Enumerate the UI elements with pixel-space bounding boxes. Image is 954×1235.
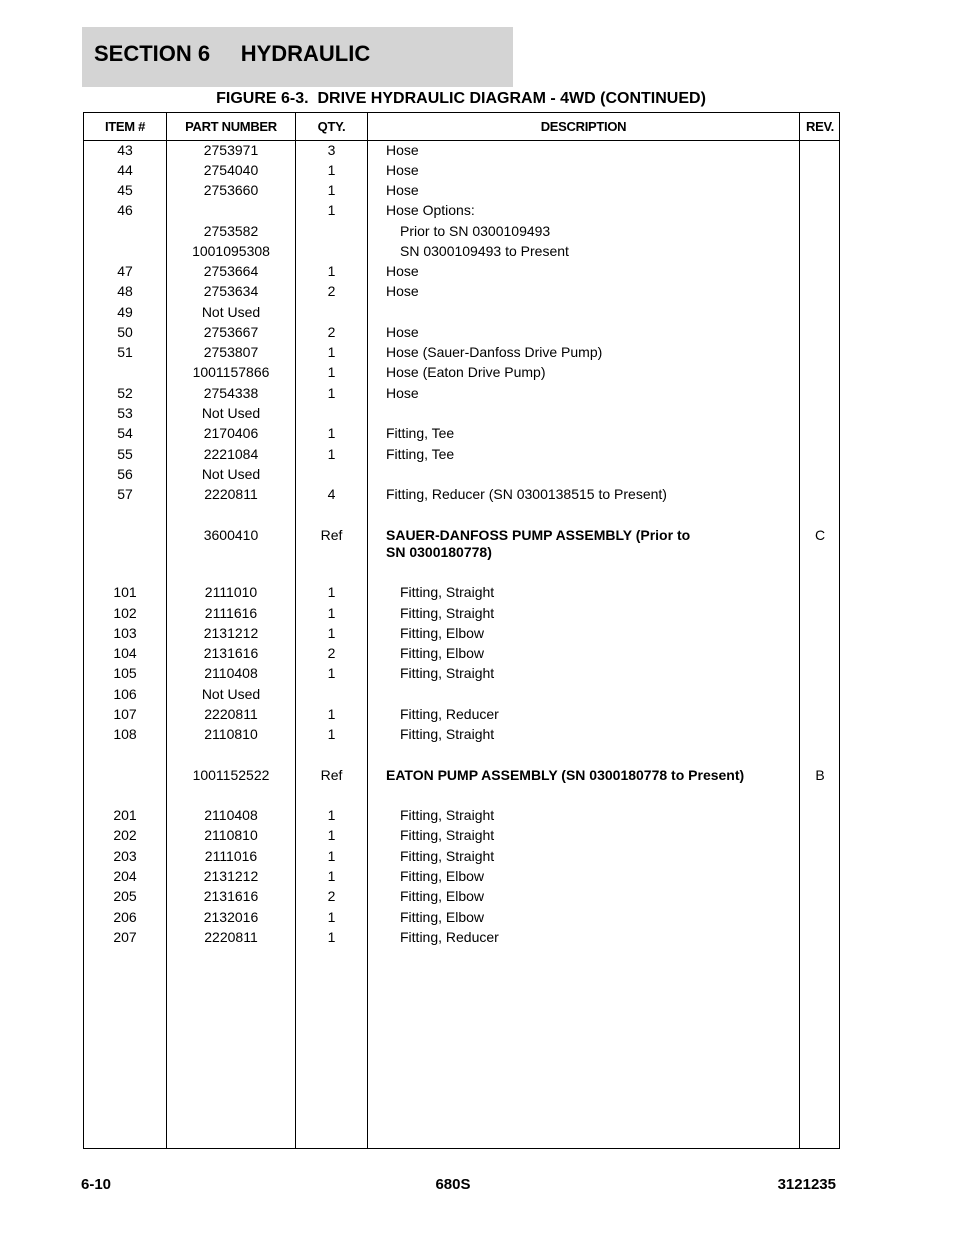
part-number: 1001095308: [192, 243, 270, 259]
item-number: 207: [113, 929, 137, 945]
part-number: Not Used: [201, 304, 261, 320]
item-number: 46: [117, 202, 133, 218]
quantity: 1: [327, 909, 336, 925]
description: Fitting, Elbow: [400, 888, 485, 904]
part-number: 2753660: [203, 182, 259, 198]
parts-table: [83, 112, 840, 1149]
item-number: 43: [117, 142, 133, 158]
part-number: 2111616: [204, 605, 258, 621]
part-number: 2110810: [204, 726, 258, 742]
description: Prior to SN 0300109493: [400, 223, 551, 239]
part-number: 2110810: [204, 827, 258, 843]
description: Hose (Eaton Drive Pump): [386, 364, 546, 380]
table-body: [84, 113, 839, 1148]
description: Fitting, Reducer (SN 0300138515 to Present): [386, 486, 667, 502]
description: Fitting, Straight: [400, 848, 495, 864]
quantity: 1: [327, 385, 336, 401]
description: Fitting, Elbow: [400, 868, 485, 884]
item-number: 55: [117, 446, 133, 462]
header-qty: QTY.: [317, 119, 346, 134]
quantity: 1: [327, 425, 336, 441]
part-number: 2131616: [203, 645, 259, 661]
description: Fitting, Elbow: [400, 909, 485, 925]
quantity: 2: [327, 283, 336, 299]
description: Fitting, Straight: [400, 665, 495, 681]
item-number: 53: [117, 405, 133, 421]
item-number: 107: [113, 706, 137, 722]
item-number: 47: [117, 263, 133, 279]
page-number: 6-10: [81, 1176, 112, 1193]
revision: B: [815, 767, 825, 783]
quantity: 1: [327, 625, 336, 641]
item-number: 102: [113, 605, 137, 621]
item-number: 106: [113, 686, 137, 702]
part-number: 2753971: [203, 142, 259, 158]
section-title: SECTION 6 HYDRAULIC: [94, 41, 371, 66]
item-number: 205: [113, 888, 137, 904]
quantity: 1: [327, 868, 336, 884]
quantity: 1: [327, 182, 336, 198]
item-number: 103: [113, 625, 137, 641]
item-number: 201: [113, 807, 137, 823]
description: SAUER-DANFOSS PUMP ASSEMBLY (Prior to: [386, 527, 691, 543]
item-number: 48: [117, 283, 133, 299]
description: Fitting, Elbow: [400, 625, 485, 641]
figure-title: FIGURE 6-3. DRIVE HYDRAULIC DIAGRAM - 4WD (CONTINUED): [216, 90, 706, 107]
part-number: 2111010: [204, 584, 258, 600]
quantity: 2: [327, 888, 336, 904]
quantity: 2: [327, 645, 336, 661]
quantity: 1: [327, 665, 336, 681]
quantity: 1: [327, 202, 336, 218]
item-number: 56: [117, 466, 133, 482]
description: Fitting, Tee: [386, 425, 455, 441]
part-number: 2753634: [203, 283, 259, 299]
description: Hose: [386, 263, 419, 279]
description: Hose: [386, 142, 419, 158]
quantity: 1: [327, 584, 336, 600]
description: EATON PUMP ASSEMBLY (SN 0300180778 to Present): [386, 767, 745, 783]
description: Hose: [386, 283, 419, 299]
part-number: 2110408: [204, 665, 258, 681]
description: Hose (Sauer-Danfoss Drive Pump): [386, 344, 603, 360]
model-name: 680S: [435, 1176, 471, 1193]
item-number: 50: [117, 324, 133, 340]
quantity: 2: [327, 324, 336, 340]
part-number: Not Used: [201, 466, 261, 482]
quantity: 3: [327, 142, 336, 158]
quantity: 1: [327, 605, 336, 621]
item-number: 54: [117, 425, 133, 441]
part-number: 2753807: [203, 344, 259, 360]
item-number: 203: [113, 848, 137, 864]
quantity: 1: [327, 807, 336, 823]
description: Fitting, Reducer: [400, 929, 499, 945]
description-continued: SN 0300180778): [386, 544, 492, 560]
section-banner: [82, 27, 513, 87]
description: Fitting, Reducer: [400, 706, 499, 722]
part-number: 2753582: [203, 223, 259, 239]
item-number: 101: [113, 584, 137, 600]
part-number: 2221084: [203, 446, 259, 462]
quantity: 1: [327, 162, 336, 178]
item-number: 51: [117, 344, 133, 360]
description: Fitting, Straight: [400, 726, 495, 742]
item-number: 44: [117, 162, 133, 178]
quantity: 1: [327, 929, 336, 945]
description: Hose: [386, 162, 419, 178]
part-number: 2110408: [204, 807, 258, 823]
item-number: 104: [113, 645, 137, 661]
description: Fitting, Straight: [400, 827, 495, 843]
description: Fitting, Straight: [400, 807, 495, 823]
description: Hose: [386, 324, 419, 340]
quantity: 1: [327, 848, 336, 864]
quantity: 1: [327, 706, 336, 722]
document-number: 3121235: [777, 1176, 836, 1193]
description: Fitting, Tee: [386, 446, 455, 462]
part-number: Not Used: [201, 686, 261, 702]
part-number: 2132016: [203, 909, 259, 925]
quantity: 1: [327, 827, 336, 843]
quantity: 1: [327, 263, 336, 279]
description: SN 0300109493 to Present: [400, 243, 569, 259]
description: Fitting, Straight: [400, 605, 495, 621]
part-number: 1001152522: [192, 767, 270, 783]
header-part-number: PART NUMBER: [185, 119, 277, 134]
item-number: 206: [113, 909, 137, 925]
quantity: 1: [327, 364, 336, 380]
part-number: 2754040: [203, 162, 259, 178]
item-number: 52: [117, 385, 133, 401]
part-number: 1001157866: [192, 364, 270, 380]
quantity: 4: [327, 486, 336, 502]
part-number: 2131212: [203, 625, 259, 641]
part-number: 2131616: [203, 888, 259, 904]
revision: C: [814, 527, 826, 543]
item-number: 57: [117, 486, 133, 502]
header-description: DESCRIPTION: [540, 119, 627, 134]
description: Hose: [386, 385, 419, 401]
description: Hose: [386, 182, 419, 198]
item-number: 45: [117, 182, 133, 198]
part-number: 2111016: [204, 848, 258, 864]
part-number: 2170406: [203, 425, 259, 441]
header-rev: REV.: [806, 119, 834, 134]
part-number: 2220811: [204, 706, 258, 722]
item-number: 108: [113, 726, 137, 742]
item-number: 202: [113, 827, 137, 843]
part-number: 2220811: [204, 486, 258, 502]
quantity: 1: [327, 344, 336, 360]
quantity: Ref: [320, 527, 343, 543]
quantity: Ref: [320, 767, 343, 783]
quantity: 1: [327, 446, 336, 462]
item-number: 105: [113, 665, 137, 681]
item-number: 204: [113, 868, 137, 884]
description: Hose Options:: [386, 202, 475, 218]
header-item: ITEM #: [104, 119, 146, 134]
part-number: Not Used: [201, 405, 261, 421]
quantity: 1: [327, 726, 336, 742]
part-number: 3600410: [203, 527, 259, 543]
part-number: 2753667: [203, 324, 259, 340]
description: Fitting, Elbow: [400, 645, 485, 661]
description: Fitting, Straight: [400, 584, 495, 600]
part-number: 2754338: [203, 385, 259, 401]
item-number: 49: [117, 304, 133, 320]
part-number: 2131212: [203, 868, 259, 884]
part-number: 2220811: [204, 929, 258, 945]
part-number: 2753664: [203, 263, 259, 279]
